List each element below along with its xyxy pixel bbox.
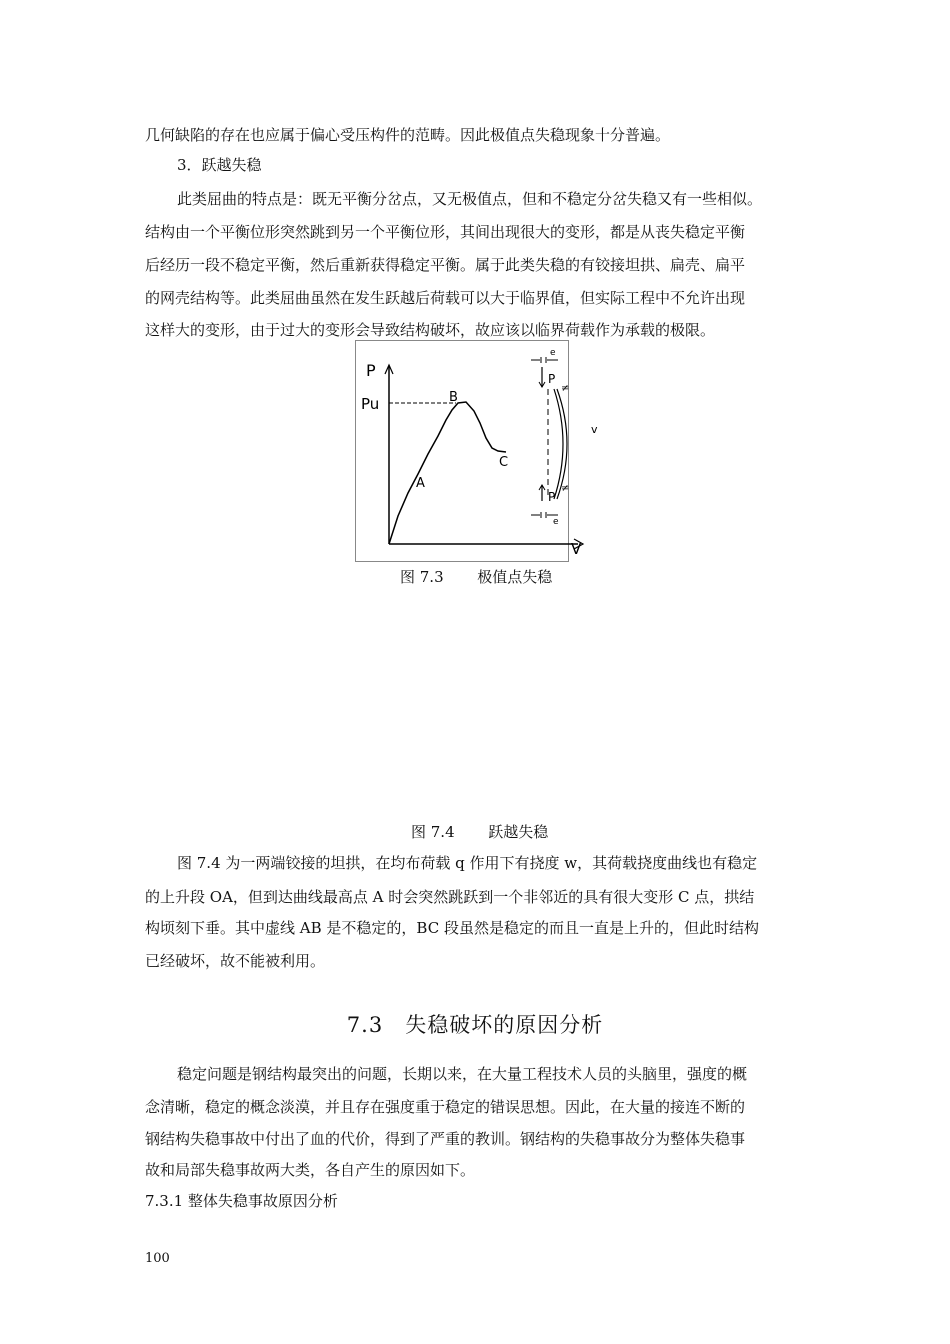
paragraph-line: 钢结构失稳事故中付出了血的代价，得到了严重的教训。钢结构的失稳事故分为整体失稳事 bbox=[145, 1130, 746, 1148]
figure-7-3-title: 极值点失稳 bbox=[477, 568, 553, 586]
paragraph-line: 图 7.4 为一两端铰接的坦拱，在均布荷载 q 作用下有挠度 w，其荷载挠度曲线也有稳定 bbox=[177, 854, 758, 872]
figure-7-3 bbox=[355, 340, 598, 562]
paragraph-line: 故和局部失稳事故两大类，各自产生的原因如下。 bbox=[145, 1161, 476, 1179]
paragraph-line: 这样大的变形，由于过大的变形会导致结构破坏，故应该以临界荷载作为承载的极限。 bbox=[145, 321, 716, 339]
p-axis-label: P bbox=[366, 361, 376, 380]
paragraph-line: 已经破坏，故不能被利用。 bbox=[145, 952, 326, 970]
paragraph-line: 稳定问题是钢结构最突出的问题，长期以来，在大量工程技术人员的头脑里，强度的概 bbox=[177, 1065, 748, 1083]
point-c-label: C bbox=[499, 455, 509, 470]
paragraph-line: 构顷刻下垂。其中虚线 AB 是不稳定的，BC 段虽然是稳定的而且一直是上升的，但此时结构 bbox=[145, 919, 759, 937]
load-deflection-diagram bbox=[356, 341, 598, 561]
page-number: 100 bbox=[145, 1251, 170, 1266]
figure-7-4-title: 跃越失稳 bbox=[488, 823, 549, 841]
top-hinge-mark: ≠ bbox=[561, 383, 570, 394]
paragraph-line: 此类屈曲的特点是：既无平衡分岔点，又无极值点，但和不稳定分岔失稳又有一些相似。 bbox=[177, 190, 763, 208]
figure-7-4-caption bbox=[411, 822, 548, 842]
e-top-label: e bbox=[550, 348, 556, 358]
heading-jump-instability: 3．跃越失稳 bbox=[177, 156, 262, 174]
load-deflection-curve bbox=[389, 402, 509, 544]
e-bottom-label: e bbox=[553, 517, 559, 527]
paragraph-line: 的上升段 OA，但到达曲线最高点 A 时会突然跳跃到一个非邻近的具有很大变形 C 点，拱结 bbox=[145, 888, 755, 906]
bottom-hinge-mark: ≠ bbox=[561, 483, 570, 494]
subsection-title: 7.3.1 整体失稳事故原因分析 bbox=[145, 1192, 338, 1210]
pu-label: Pu bbox=[361, 395, 380, 413]
point-b-label: B bbox=[449, 390, 458, 405]
paragraph-line: 念清晰，稳定的概念淡漠，并且存在强度重于稳定的错误思想。因此，在大量的接连不断的 bbox=[145, 1098, 746, 1116]
figure-7-3-number: 图 7.3 bbox=[400, 568, 444, 586]
section-title: 7.3 失稳破坏的原因分析 bbox=[346, 1013, 604, 1037]
top-load-label: P bbox=[548, 372, 556, 386]
paragraph-line: 结构由一个平衡位形突然跳到另一个平衡位形，其间出现很大的变形，都是从丧失稳定平衡 bbox=[145, 223, 746, 241]
figure-7-3-caption bbox=[400, 567, 552, 587]
v-deflection-label: v bbox=[591, 423, 598, 436]
paragraph-line: 的网壳结构等。此类屈曲虽然在发生跃越后荷载可以大于临界值，但实际工程中不允许出现 bbox=[145, 289, 746, 307]
paragraph-line: 几何缺陷的存在也应属于偏心受压构件的范畴。因此极值点失稳现象十分普遍。 bbox=[145, 126, 671, 144]
paragraph-line: 后经历一段不稳定平衡，然后重新获得稳定平衡。属于此类失稳的有铰接坦拱、扁壳、扁平 bbox=[145, 256, 746, 274]
v-axis-label: V bbox=[571, 540, 582, 558]
figure-7-4-number: 图 7.4 bbox=[411, 823, 455, 841]
point-a-label: A bbox=[416, 476, 425, 491]
bottom-load-label: P bbox=[548, 490, 556, 504]
